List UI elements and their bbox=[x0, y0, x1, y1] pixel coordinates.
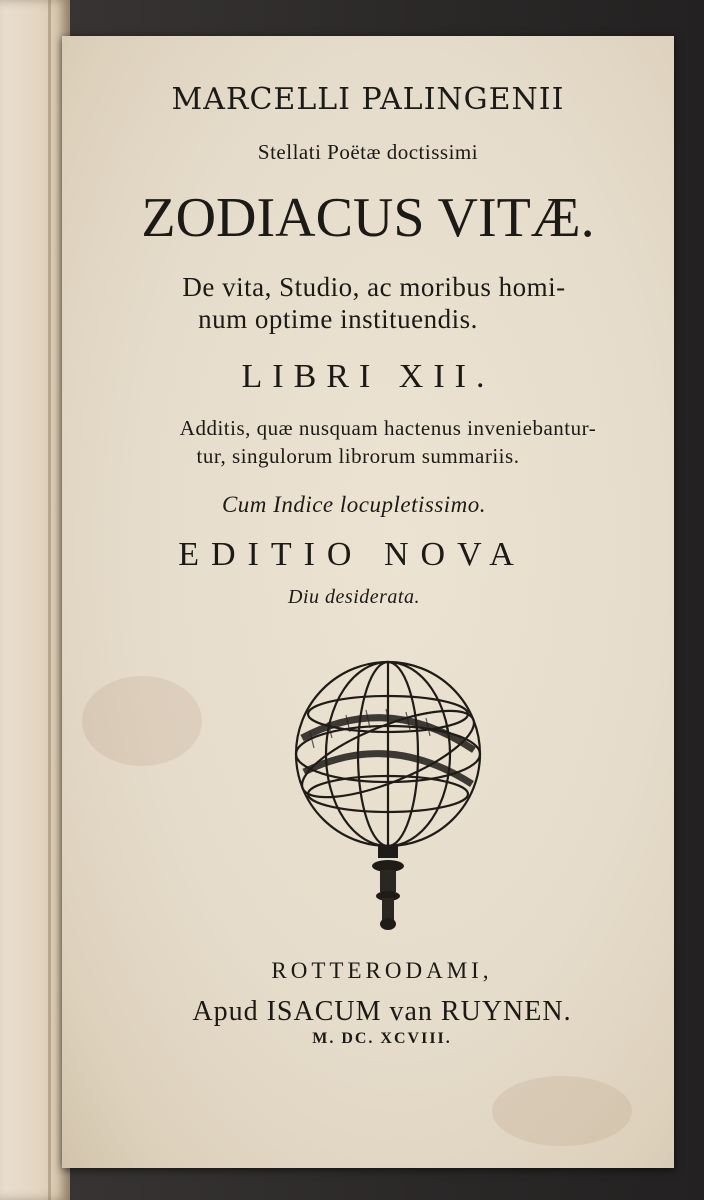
imprint-city: ROTTERODAMI, bbox=[271, 958, 493, 983]
subtitle-line-2: num optime instituendis. bbox=[198, 304, 478, 334]
paper-stain bbox=[82, 676, 202, 766]
title-page bbox=[62, 36, 674, 1168]
additions-line-1: Additis, quæ nusquam hactenus inveniebantur- bbox=[179, 416, 597, 440]
work-title: ZODIACUS VITÆ. bbox=[141, 187, 595, 249]
index-note: Cum Indice locupletissimo. bbox=[221, 492, 487, 517]
books-count: LIBRI XII. bbox=[241, 358, 495, 395]
paper-stain bbox=[492, 1076, 632, 1146]
author-heading: MARCELLI PALINGENII bbox=[171, 82, 565, 117]
armillary-sphere-icon bbox=[280, 652, 496, 932]
poet-epithet: Stellati Poëtæ doctissimi bbox=[257, 140, 479, 164]
additions-line-2: tur, singulorum librorum summariis. bbox=[196, 444, 520, 468]
imprint-printer: Apud ISACUM van RUYNEN. bbox=[192, 996, 572, 1027]
edition-heading: EDITIO NOVA bbox=[178, 536, 526, 573]
imprint-year: M. DC. XCVIII. bbox=[312, 1030, 452, 1047]
subtitle-line-1: De vita, Studio, ac moribus homi- bbox=[182, 272, 566, 302]
edition-note: Diu desiderata. bbox=[288, 586, 420, 608]
